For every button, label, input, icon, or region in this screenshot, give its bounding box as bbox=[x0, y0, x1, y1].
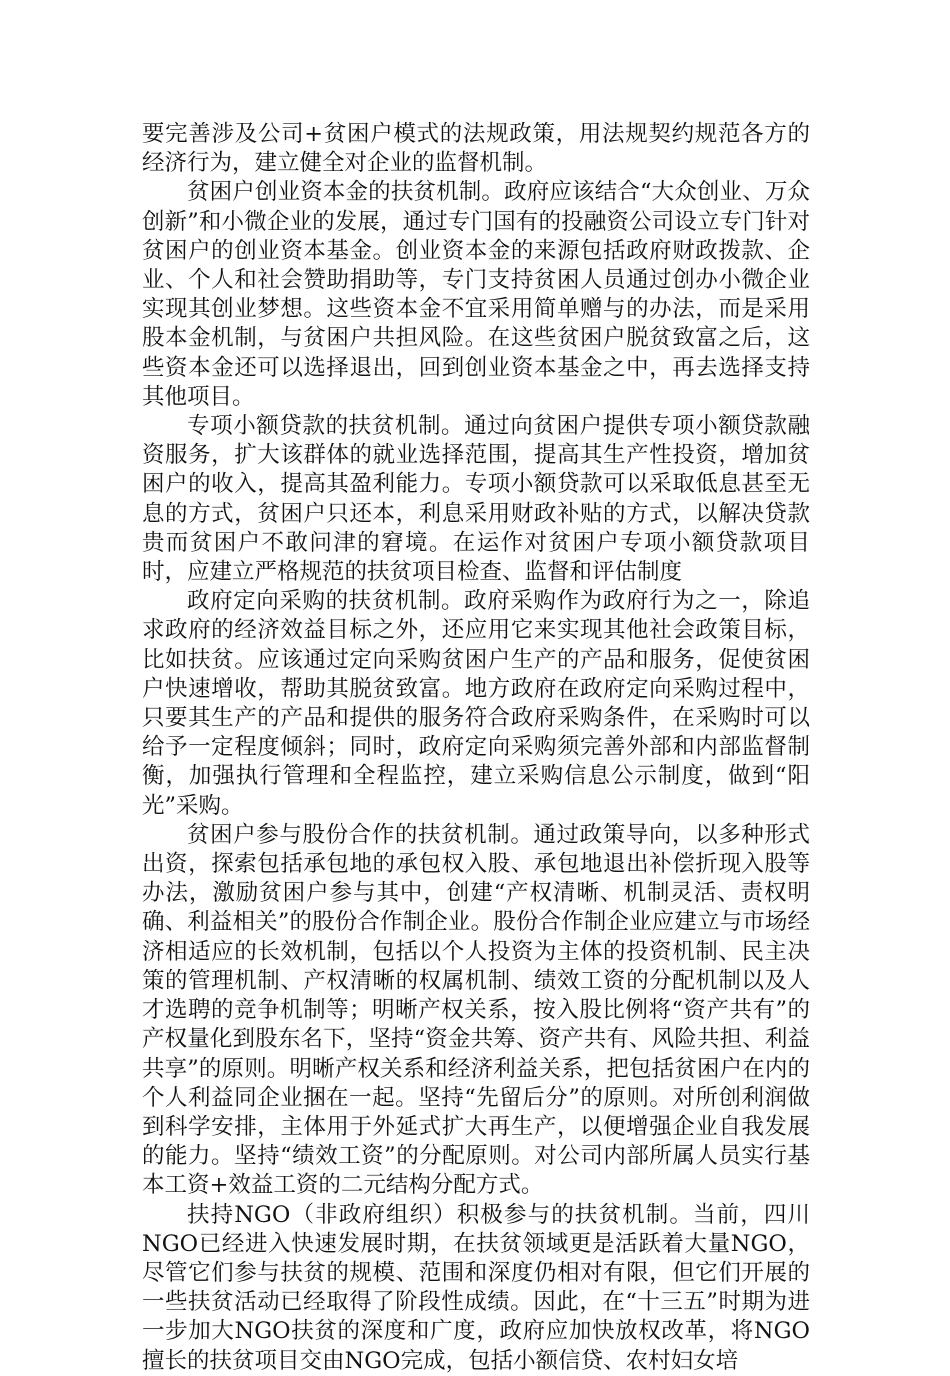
document-page bbox=[142, 120, 810, 1376]
paragraph-1: 要完善涉及公司+贫困户模式的法规政策，用法规契约规范各方的经济行为，建立健全对企业的监督机制。 bbox=[142, 121, 810, 177]
paragraph-5: 贫困户参与股份合作的扶贫机制。通过政策导向，以多种形式出资，探索包括承包地的承包权入股、承包地退出补偿折现入股等办法，激励贫困户参与其中，创建“产权清晰、机制灵活、责权明确、利益相关”的股份合作制企业。股份合作制企业应建立与市场经济相适应的长效机制，包括以个人投资为主体的投资机制、民主决策的管理机制、产权清晰的权属机制、绩效工资的分配机制以及人才选聘的竞争机制等；明晰产权关系，按入股比例将“资产共有”的产权量化到股东名下，坚持“资金共筹、资产共有、风险共担、利益共享”的原则。明晰产权关系和经济利益关系，把包括贫困户在内的个人利益同企业捆在一起。坚持“先留后分”的原则。对所创利润做到科学安排，主体用于外延式扩大再生产，以便增强企业自我发展的能力。坚持“绩效工资”的分配原则。对公司内部所属人员实行基本工资+效益工资的二元结构分配方式。 bbox=[142, 821, 810, 1199]
paragraph-4: 政府定向采购的扶贫机制。政府采购作为政府行为之一，除追求政府的经济效益目标之外，还应用它来实现其他社会政策目标，比如扶贫。应该通过定向采购贫困户生产的产品和服务，促使贫困户快速增收，帮助其脱贫致富。地方政府在政府定向采购过程中，只要其生产的产品和提供的服务符合政府采购条件，在采购时可以给予一定程度倾斜；同时，政府定向采购须完善外部和内部监督制衡，加强执行管理和全程监控，建立采购信息公示制度，做到“阳光”采购。 bbox=[142, 588, 810, 819]
paragraph-3: 专项小额贷款的扶贫机制。通过向贫困户提供专项小额贷款融资服务，扩大该群体的就业选择范围，提高其生产性投资，增加贫困户的收入，提高其盈利能力。专项小额贷款可以采取低息甚至无息的方式，贫困户只还本，利息采用财政补贴的方式，以解决贷款贵而贫困户不敢问津的窘境。在运作对贫困户专项小额贷款项目时，应建立严格规范的扶贫项目检查、监督和评估制度 bbox=[142, 413, 810, 586]
paragraph-6: 扶持NGO（非政府组织）积极参与的扶贫机制。当前，四川NGO已经进入快速发展时期，在扶贫领域更是活跃着大量NGO，尽管它们参与扶贫的规模、范围和深度仍相对有限，但它们开展的一些扶贫活动已经取得了阶段性成绩。因此，在“十三五”时期为进一步加大NGO扶贫的深度和广度，政府应加快放权改革，将NGO擅长的扶贫项目交由NGO完成，包括小额信贷、农村妇女培 bbox=[142, 1201, 810, 1374]
paragraph-2: 贫困户创业资本金的扶贫机制。政府应该结合“大众创业、万众创新”和小微企业的发展，通过专门国有的投融资公司设立专门针对贫困户的创业资本基金。创业资本金的来源包括政府财政拨款、企业、个人和社会赞助捐助等，专门支持贫困人员通过创办小微企业实现其创业梦想。这些资本金不宜采用简单赠与的办法，而是采用股本金机制，与贫困户共担风险。在这些贫困户脱贫致富之后，这些资本金还可以选择退出，回到创业资本基金之中，再去选择支持其他项目。 bbox=[142, 179, 810, 410]
